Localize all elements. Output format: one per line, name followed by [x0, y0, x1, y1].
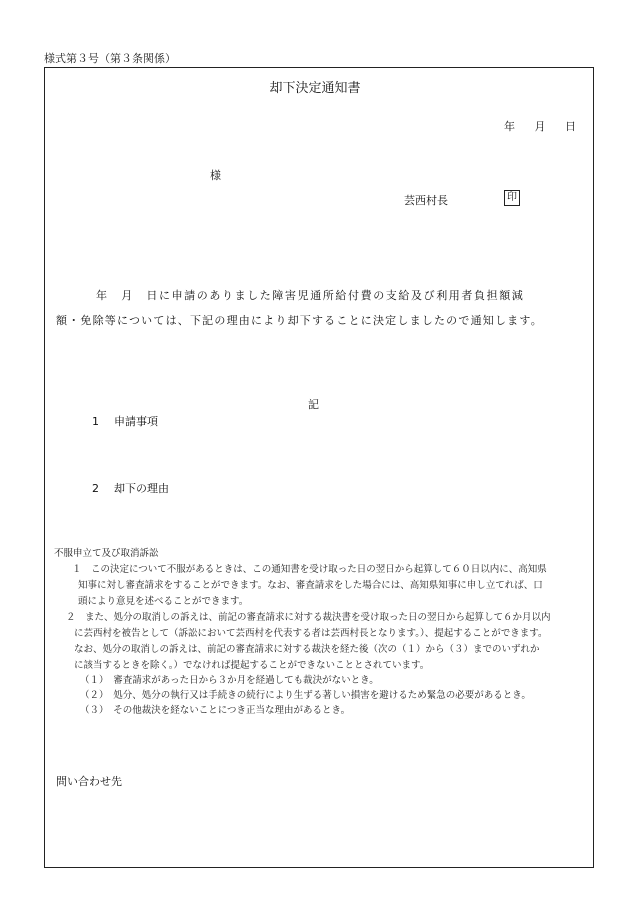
body-text-line-2: 額・免除等については、下記の理由により却下することに決定しましたので通知します。 — [56, 314, 543, 327]
record-heading: 記 — [308, 398, 319, 411]
appeal-line: 知事に対し審査請求をすることができます。なお、審査請求をした場合には、高知県知事に申し立てれば、口 — [78, 580, 543, 591]
item-number: 2 — [92, 482, 99, 495]
contact-label: 問い合わせ先 — [56, 775, 122, 788]
appeal-line: なお、処分の取消しの訴えは、前記の審査請求に対する裁決を経た後（次の（１）から（３）までのいずれか — [74, 644, 540, 655]
form-number-label: 様式第３号（第３条関係） — [44, 52, 176, 65]
appeal-line: に該当するときを除く。）でなければ提起することができないこととされています。 — [74, 660, 430, 671]
addressee-suffix: 様 — [210, 169, 221, 182]
appeal-line: ２ また、処分の取消しの訴えは、前記の審査請求に対する裁決書を受け取った日の翌日から起算して６か月以内 — [66, 612, 551, 623]
document-title: 却下決定通知書 — [269, 81, 361, 96]
item-number: 1 — [92, 415, 99, 428]
appeal-line: （２） 処分、処分の執行又は手続きの続行により生ずる著しい損害を避けるため緊急の必要があるとき。 — [80, 690, 531, 701]
date-year: 年 — [504, 120, 516, 133]
date-day: 日 — [565, 120, 577, 133]
item-label: 申請事項 — [114, 415, 158, 428]
document-frame — [44, 67, 594, 868]
seal-mark: 印 — [504, 190, 520, 206]
body-text-line-1: 年 月 日に申請のありました障害児通所給付費の支給及び利用者負担額減 — [96, 289, 525, 302]
appeal-section-title: 不服申立て及び取消訴訟 — [54, 548, 159, 559]
item-label: 却下の理由 — [114, 482, 169, 495]
date-line — [504, 118, 577, 134]
appeal-line: １ この決定について不服があるときは、この通知書を受け取った日の翌日から起算して６０日以内に、高知県 — [72, 564, 547, 575]
issuer-name: 芸西村長 — [404, 194, 448, 207]
item-rejection-reason — [92, 480, 169, 496]
appeal-line: に芸西村を被告として（訴訟において芸西村を代表する者は芸西村長となります。）、提起することができます。 — [74, 628, 548, 639]
appeal-line: （１） 審査請求があった日から３か月を経過しても裁決がないとき。 — [80, 675, 379, 686]
appeal-line: 頭により意見を述べることができます。 — [78, 596, 249, 607]
date-month: 月 — [534, 120, 547, 133]
item-application-matter — [92, 413, 158, 429]
appeal-line: （３） その他裁決を経ないことにつき正当な理由があるとき。 — [80, 705, 351, 716]
